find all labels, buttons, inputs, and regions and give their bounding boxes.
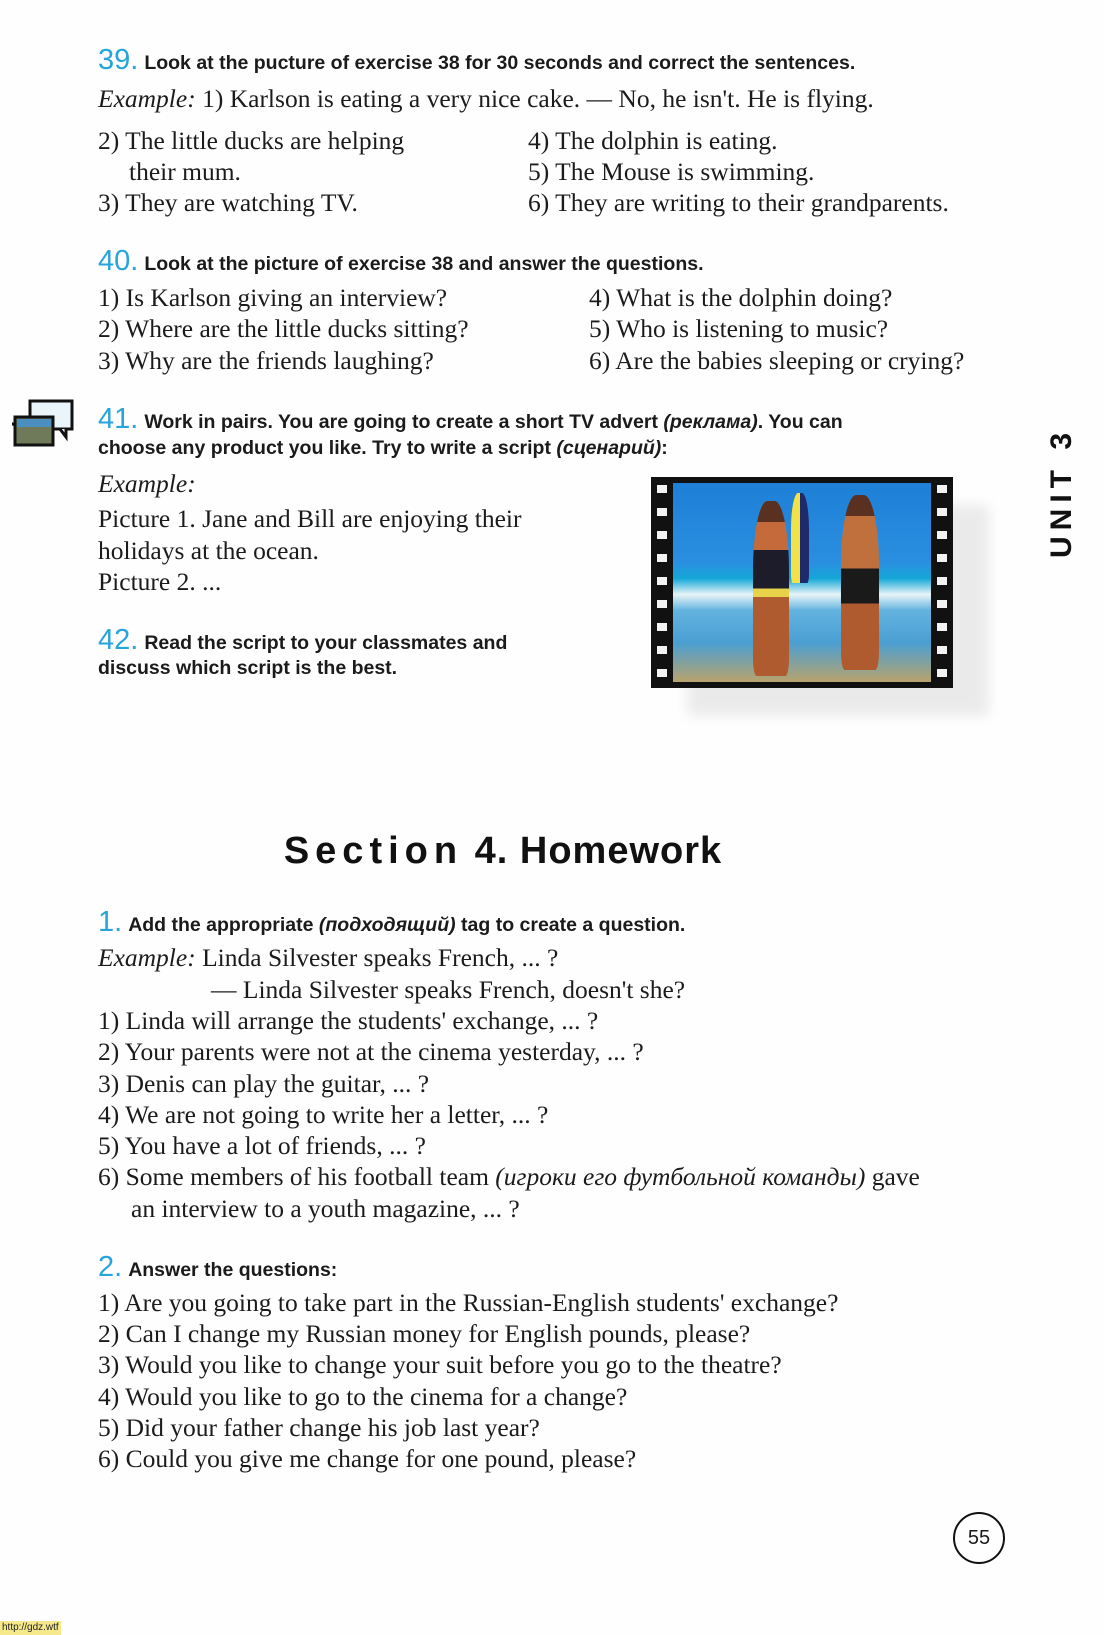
exercise-number: 42.: [98, 624, 139, 656]
russian-gloss: (игроки его футбольной команды): [495, 1162, 866, 1191]
film-perforation: [937, 577, 947, 585]
list-item: 2) Your parents were not at the cinema yesterday, ... ?: [98, 1037, 644, 1066]
girl-figure: [753, 501, 789, 676]
list-item: 1) Is Karlson giving an interview?: [98, 283, 448, 312]
film-perforation: [657, 554, 667, 562]
list-item: 4) What is the dolphin doing?: [589, 283, 893, 312]
film-perforation: [937, 485, 947, 493]
list-item: 4) Would you like to go to the cinema for a change?: [98, 1382, 628, 1411]
instruction: Work in pairs. You are going to create a short TV advert: [144, 411, 664, 433]
film-perforation: [937, 623, 947, 631]
film-perforation: [657, 600, 667, 608]
list-item: 1) Linda will arrange the students' exchange, ... ?: [98, 1006, 599, 1035]
example-text: Linda Silvester speaks French, ... ?: [202, 943, 559, 972]
film-perforation: [657, 669, 667, 677]
film-perforation: [937, 508, 947, 516]
instruction: tag to create a question.: [455, 914, 686, 936]
list-item: 2) The little ducks are helping: [98, 126, 405, 155]
film-perforation: [657, 646, 667, 654]
list-item: 5) Who is listening to music?: [589, 314, 889, 343]
list-item: 3) They are watching TV.: [98, 188, 358, 217]
list-item: 4) The dolphin is eating.: [528, 126, 778, 155]
list-item: 6) They are writing to their grandparents.: [528, 188, 949, 217]
list-item: their mum.: [129, 157, 241, 186]
russian-gloss: (реклама): [663, 411, 758, 433]
homework-2-heading: [98, 1253, 337, 1284]
instruction: choose any product you like. Try to write a script: [98, 437, 557, 459]
kite-figure: [791, 493, 809, 583]
exercise-39-heading: [98, 46, 855, 77]
film-perforation: [937, 554, 947, 562]
list-item: 2) Can I change my Russian money for English pounds, please?: [98, 1319, 751, 1348]
film-perforation: [657, 531, 667, 539]
example-label: Example:: [98, 943, 196, 972]
section-word: Section: [283, 830, 464, 872]
section-title: [0, 830, 1006, 873]
instruction: . You can: [757, 411, 843, 433]
instruction: :: [661, 437, 668, 459]
exercise-42-heading: [98, 626, 507, 657]
exercise-number: 2.: [98, 1251, 123, 1283]
film-perforation: [657, 577, 667, 585]
list-item: 5) Did your father change his job last year?: [98, 1413, 540, 1442]
list-item: 5) You have a lot of friends, ... ?: [98, 1131, 426, 1160]
example-line: holidays at the ocean.: [98, 536, 319, 565]
exercise-number: 1.: [98, 906, 123, 938]
example-line: Picture 2. ...: [98, 567, 222, 596]
film-perforation: [937, 669, 947, 677]
list-item: [98, 1162, 920, 1192]
film-perforation: [657, 485, 667, 493]
list-item-continuation: an interview to a youth magazine, ... ?: [131, 1194, 520, 1223]
example-text: 1) Karlson is eating a very nice cake. — No, he isn't. He is flying.: [202, 84, 874, 113]
item-text: 6) Some members of his football team: [98, 1162, 496, 1191]
example-label: Example:: [98, 469, 196, 498]
example-answer: — Linda Silvester speaks French, doesn't she?: [211, 975, 686, 1004]
example-question: [98, 943, 558, 973]
unit-side-label: UNIT 3: [1045, 426, 1078, 558]
exercise-number: 40.: [98, 245, 139, 277]
instruction: Read the script to your classmates and: [144, 632, 508, 654]
film-perforation: [937, 646, 947, 654]
film-perforation: [657, 623, 667, 631]
section-name: 4. Homework: [474, 830, 723, 872]
film-strip-beach-photo: [651, 477, 953, 688]
example-line: Picture 1. Jane and Bill are enjoying their: [98, 504, 522, 533]
list-item: 3) Denis can play the guitar, ... ?: [98, 1069, 430, 1098]
list-item: 5) The Mouse is swimming.: [528, 157, 815, 186]
russian-gloss: (подходящий): [318, 914, 456, 936]
exercise-41-line2: [98, 434, 668, 462]
exercise-number: 39.: [98, 44, 139, 76]
exercise-number: 41.: [98, 403, 139, 435]
page-number: 55: [953, 1512, 1005, 1564]
instruction: Look at the picture of exercise 38 and answer the questions.: [144, 253, 704, 275]
list-item: 6) Could you give me change for one pound, please?: [98, 1444, 637, 1473]
film-perforation: [657, 508, 667, 516]
exercise-41-heading: [98, 405, 843, 436]
boy-figure: [841, 495, 879, 670]
exercise-40-heading: [98, 247, 704, 278]
russian-gloss: (сценарий): [556, 437, 662, 459]
example-label: Example:: [98, 84, 196, 113]
item-text: gave: [865, 1162, 920, 1191]
instruction: Answer the questions:: [128, 1259, 338, 1281]
list-item: 1) Are you going to take part in the Russian-English students' exchange?: [98, 1288, 839, 1317]
list-item: 3) Why are the friends laughing?: [98, 346, 434, 375]
list-item: 6) Are the babies sleeping or crying?: [589, 346, 965, 375]
watermark-link[interactable]: http://gdz.wtf: [2, 1622, 59, 1633]
beach-scene-image: [673, 483, 931, 682]
list-item: 4) We are not going to write her a letter, ... ?: [98, 1100, 549, 1129]
list-item: 3) Would you like to change your suit before you go to the theatre?: [98, 1350, 782, 1379]
exercise-39-example: [98, 84, 874, 114]
instruction: Look at the pucture of exercise 38 for 30 seconds and correct the sentences.: [144, 52, 856, 74]
instruction: Add the appropriate: [128, 914, 319, 936]
list-item: 2) Where are the little ducks sitting?: [98, 314, 469, 343]
exercise-42-line2: discuss which script is the best.: [98, 657, 398, 679]
homework-1-heading: [98, 908, 685, 939]
film-perforation: [937, 600, 947, 608]
film-perforation: [937, 531, 947, 539]
pair-work-icon: [12, 399, 74, 447]
